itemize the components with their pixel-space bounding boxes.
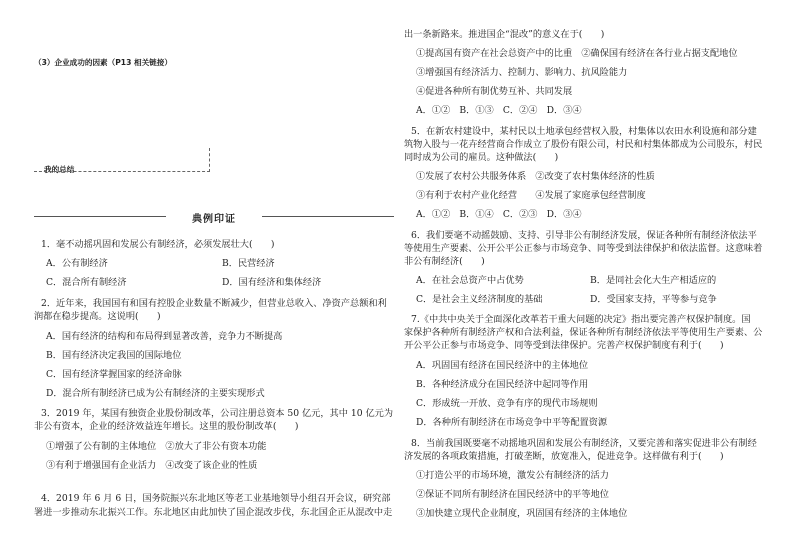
q5-options-12: ①发展了农村公共服务体系 ②改变了农村集体经济的性质 [416, 171, 655, 182]
q5-stem-line1: 5．在新农村建设中，某村民以土地承包经营权入股，村集体以农田水利设施和部分建 [411, 126, 757, 137]
q2-option-c: C．国有经济掌握国家的经济命脉 [46, 369, 182, 380]
q2-option-b: B．国有经济决定我国的国际地位 [46, 350, 182, 361]
q5-options-34: ③有利于农村产业化经营 ④发展了家庭承包经营制度 [416, 190, 646, 201]
q3-options-34: ③有利于增强国有企业活力 ④改变了该企业的性质 [46, 460, 258, 471]
q8-option-3: ③加快建立现代企业制度，巩固国有经济的主体地位 [416, 508, 628, 519]
q8-stem-line1: 8．当前我国既要毫不动摇地巩固和发展公有制经济，又要完善和落实促进非公有制经 [411, 438, 757, 449]
section-heading: （3）企业成功的因素（P13 相关链接） [34, 58, 172, 67]
q4-options-12: ①提高国有资产在社会总资产中的比重 ②确保国有经济在各行业占据支配地位 [416, 48, 738, 59]
summary-label: 我的总结 [44, 165, 75, 174]
q6-option-b: B．是同社会化大生产相适应的 [590, 275, 717, 286]
q1-option-b: B．民营经济 [222, 258, 275, 269]
q4-choices: A．①② B．①③ C．②④ D．③④ [416, 105, 582, 116]
q5-stem-line3: 同时成为公司的雇员。这种做法( ) [404, 152, 559, 163]
q8-option-2: ②保证不同所有制经济在国民经济中的平等地位 [416, 489, 609, 500]
q1-option-c: C．混合所有制经济 [46, 277, 127, 288]
q6-option-d: D．受国家支持，平等参与竞争 [590, 294, 717, 305]
q7-option-c: C．形成统一开放、竞争有序的现代市场规则 [416, 398, 598, 409]
summary-divider [34, 171, 210, 172]
q6-stem-line3: 非公有制经济( ) [404, 256, 485, 267]
q1-option-d: D．国有经济和集体经济 [222, 277, 322, 288]
summary-divider-tick [209, 148, 210, 172]
q3-stem-line1: 3．2019 年，某国有独资企业股份制改革，公司注册总资本 50 亿元，其中 10 亿元为 [41, 408, 394, 419]
q2-stem-line2: 润都在稳步提高。这说明( ) [34, 311, 161, 322]
q3-stem-line2: 非公有资本，企业的经济效益连年增长。这里的股份制改革( ) [34, 421, 299, 432]
q8-stem-line2: 济发展的各项政策措施，打破垄断，放宽准入，促进竞争。这样做有利于( ) [404, 451, 724, 462]
q2-option-a: A．国有经济的结构和布局得到显著改善，竞争力不断提高 [46, 331, 283, 342]
q8-option-1: ①打造公平的市场环境，激发公有制经济的活力 [416, 470, 609, 481]
q4-stem-line3: 出一条新路来。推进国企“混改”的意义在于( ) [404, 29, 605, 40]
q5-stem-line2: 筑物入股与一花卉经营商合作成立了股份有限公司，村民和村集体都成为公司股东，村民 [404, 139, 763, 150]
q2-stem-line1: 2．近年来，我国国有和国有控股企业数量不断减少，但营业总收入、净资产总额和利 [41, 298, 387, 309]
q7-stem-line3: 开公平公正参与市场竞争、同等受到法律保护。完善产权保护制度有利于( ) [404, 340, 724, 351]
section-title-rule-right [262, 216, 394, 217]
q6-stem-line2: 等使用生产要素、公开公平公正参与市场竞争、同等受到法律保护和依法监督。这意味着 [404, 243, 763, 254]
q7-stem-line1: 7.《中共中央关于全面深化改革若干重大问题的决定》指出要完善产权保护制度。国 [411, 314, 751, 325]
q4-option-3: ③增强国有经济活力、控制力、影响力、抗风险能力 [416, 67, 628, 78]
q6-option-a: A．在社会总资产中占优势 [416, 275, 524, 286]
q1-option-a: A．公有制经济 [46, 258, 108, 269]
section-title-bar [34, 210, 394, 224]
q6-option-c: C．是社会主义经济制度的基础 [416, 294, 543, 305]
section-title: 典例印证 [192, 214, 236, 225]
q4-stem-line2: 署进一步推动东北振兴工作。东北地区由此加快了国企混改步伐，东北国企正从混改中走 [34, 507, 393, 518]
q4-option-4: ④促进各种所有制优势互补、共同发展 [416, 86, 573, 97]
q7-option-d: D．各种所有制经济在市场竞争中平等配置资源 [416, 417, 608, 428]
q6-stem-line1: 6．我们要毫不动摇鼓励、支持、引导非公有制经济发展，保证各种所有制经济依法平 [411, 230, 757, 241]
q2-option-d: D．混合所有制经济已成为公有制经济的主要实现形式 [46, 388, 265, 399]
q5-choices: A．①② B．①④ C．②③ D．③④ [416, 209, 582, 220]
q3-options-12: ①增强了公有制的主体地位 ②放大了非公有资本功能 [46, 441, 267, 452]
q1-stem: 1．毫不动摇巩固和发展公有制经济，必须发展壮大( ) [41, 239, 275, 250]
q7-option-a: A．巩固国有经济在国民经济中的主体地位 [416, 360, 589, 371]
q4-stem-line1: 4．2019 年 6 月 6 日，国务院振兴东北地区等老工业基地领导小组召开会议，研究部 [41, 493, 391, 504]
q7-stem-line2: 家保护各种所有制经济产权和合法利益，保证各种所有制经济依法平等使用生产要素、公 [404, 327, 763, 338]
q7-option-b: B．各种经济成分在国民经济中起同等作用 [416, 379, 589, 390]
